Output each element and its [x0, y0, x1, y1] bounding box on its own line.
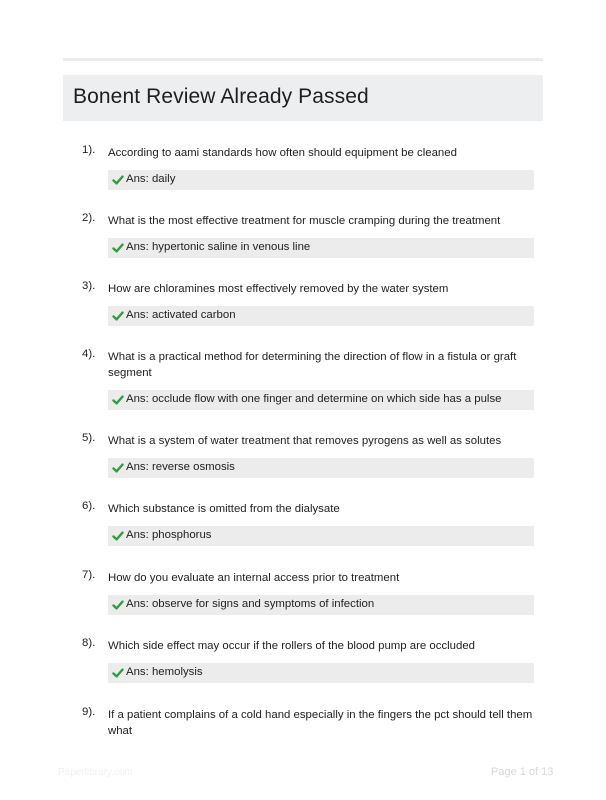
answer-text: Ans: reverse osmosis	[126, 461, 235, 473]
question-text: Which side effect may occur if the rollers of the blood pump are occluded	[108, 640, 476, 652]
check-icon	[112, 242, 124, 254]
answer-box	[108, 595, 534, 615]
question-number: 3).	[82, 280, 96, 292]
check-icon	[112, 667, 124, 679]
answer-text: Ans: observe for signs and symptoms of infection	[126, 598, 375, 610]
question-number: 8).	[82, 637, 96, 649]
answer-box	[108, 306, 534, 326]
question-number: 6).	[82, 500, 96, 512]
answer-text: Ans: daily	[126, 173, 176, 185]
answer-box	[108, 390, 534, 410]
answer-box	[108, 663, 534, 683]
question-number: 7).	[82, 569, 96, 581]
question-text: If a patient complains of a cold hand especially in the fingers the pct should tell them what	[108, 709, 533, 737]
check-icon	[112, 310, 124, 322]
question-number: 5).	[82, 432, 96, 444]
question-text: What is a practical method for determining the direction of flow in a fistula or graft segment	[108, 351, 517, 379]
page-indicator: Page 1 of 13	[491, 766, 554, 778]
check-icon	[112, 394, 124, 406]
check-icon	[112, 530, 124, 542]
answer-box	[108, 170, 534, 190]
answer-box	[108, 526, 534, 546]
answer-box	[108, 238, 534, 258]
question-text: What is a system of water treatment that removes pyrogens as well as solutes	[108, 435, 502, 447]
answer-text: Ans: activated carbon	[126, 309, 236, 321]
question-text: How are chloramines most effectively removed by the water system	[108, 283, 449, 295]
check-icon	[112, 462, 124, 474]
question-text: According to aami standards how often should equipment be cleaned	[108, 147, 457, 159]
question-number: 4).	[82, 348, 96, 360]
question-number: 2).	[82, 212, 96, 224]
question-number: 9).	[82, 706, 96, 718]
title-banner	[63, 75, 543, 121]
check-icon	[112, 599, 124, 611]
answer-box	[108, 458, 534, 478]
answer-text: Ans: occlude flow with one finger and determine on which side has a pulse	[126, 393, 502, 405]
answer-text: Ans: hypertonic saline in venous line	[126, 241, 311, 253]
check-icon	[112, 174, 124, 186]
answer-text: Ans: phosphorus	[126, 529, 212, 541]
footer-watermark: Paperlibrary.com	[58, 767, 133, 778]
question-text: Which substance is omitted from the dialysate	[108, 503, 340, 515]
top-divider	[63, 58, 543, 61]
page-title: Bonent Review Already Passed	[73, 85, 369, 108]
question-number: 1).	[82, 144, 96, 156]
question-text: How do you evaluate an internal access prior to treatment	[108, 572, 400, 584]
answer-text: Ans: hemolysis	[126, 666, 203, 678]
question-text: What is the most effective treatment for muscle cramping during the treatment	[108, 215, 501, 227]
